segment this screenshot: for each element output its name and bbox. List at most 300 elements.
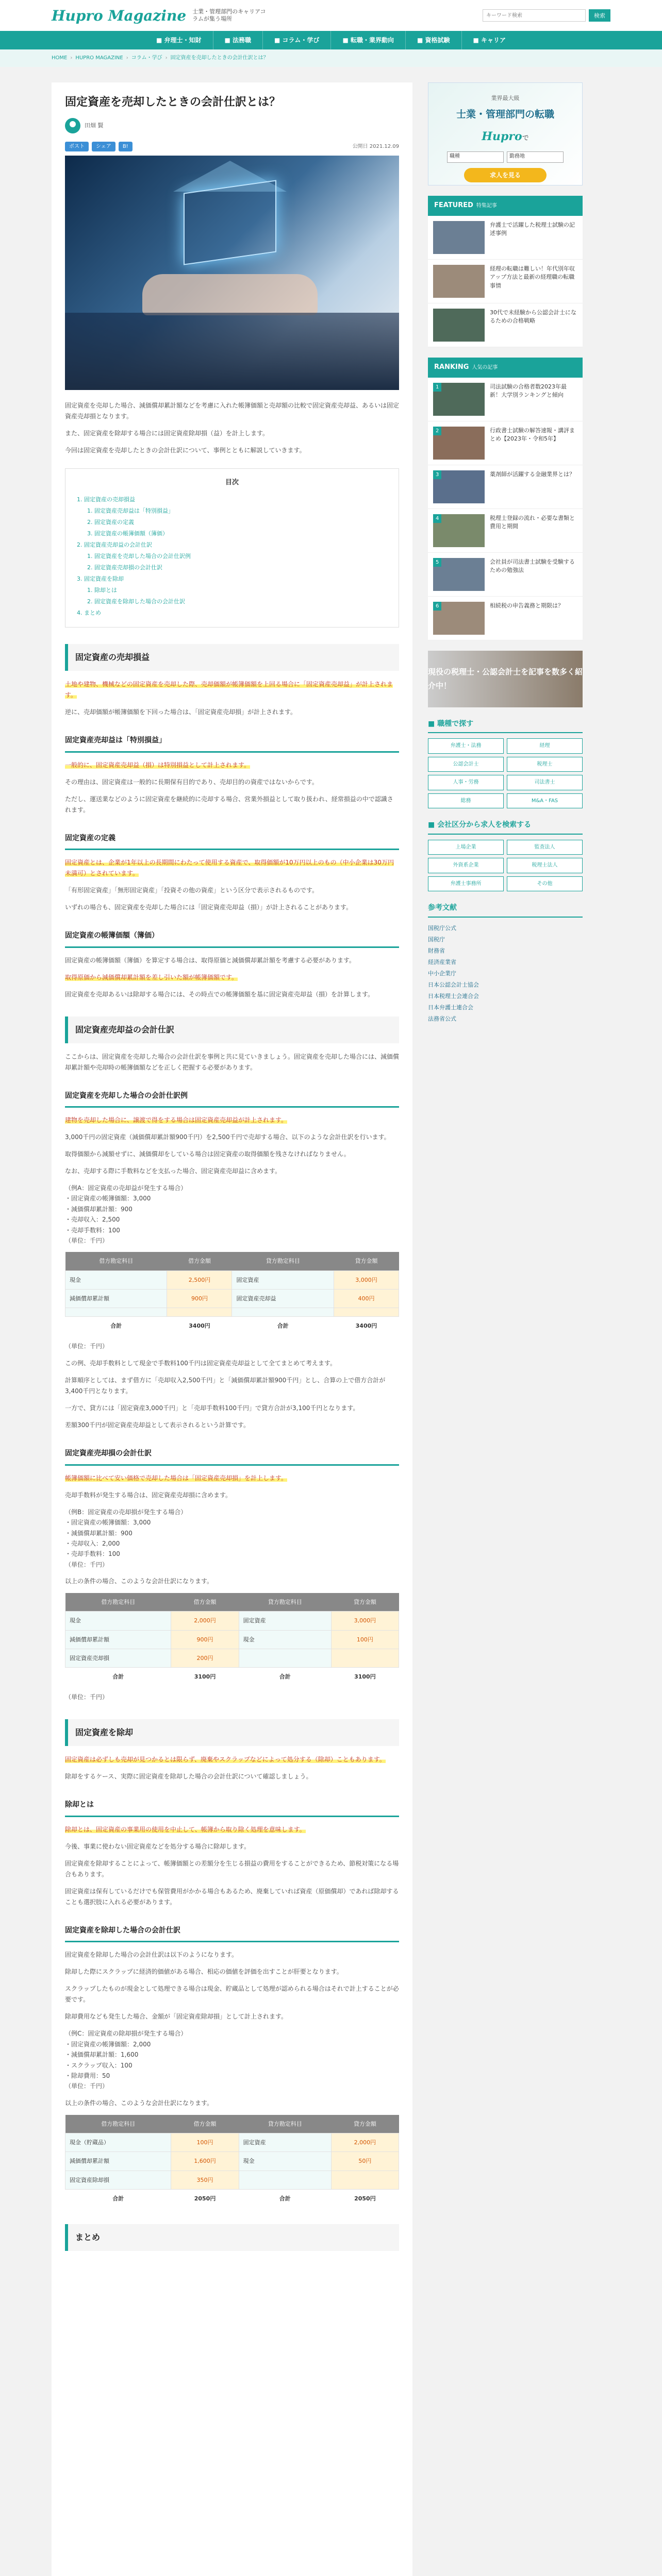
article-title-link[interactable]: 税理士登録の流れ・必要な書類と費用と期間 [490,514,575,530]
subsection-heading: 固定資産を除却した場合の会計仕訳 [65,1920,399,1943]
table-header-cell: 貸方金額 [334,1252,399,1270]
list-line: ・減価償却累計額：900 [65,1529,133,1537]
article-thumbnail [433,383,485,416]
ranking-article[interactable] [428,378,583,421]
breadcrumb-separator: › [126,55,128,61]
table-total-cell: 3100円 [194,1673,216,1681]
featured-article[interactable] [428,260,583,303]
table-cell: 2,500円 [167,1270,232,1289]
paragraph: 売却手数料が発生する場合は、固定資産売却損に含めます。 [65,1491,232,1499]
table-row [65,2171,399,2189]
corp-tag-button[interactable]: その他 [507,876,583,892]
table-header-cell: 貸方勘定科目 [232,1252,334,1270]
publish-date: 公開日 2021.12.09 [352,143,399,149]
article-title-link[interactable]: 弁護士で活躍した税理士試験の記述事例 [490,221,575,237]
table-cell [65,1308,167,1317]
nav-item[interactable] [330,31,405,49]
table-header-cell: 借方勘定科目 [65,1252,167,1270]
table-row [65,1270,399,1289]
highlight-text: 固定資産は必ずしも売却が見つかるとは限らず、廃棄やスクラップなどによって処分する（除却）こともあります。 [65,1756,386,1764]
breadcrumb [0,49,662,67]
ranking-list [428,378,583,640]
table-total-cell: 合計 [279,2195,291,2202]
paragraph: 除却をするケース、実際に固定資産を除却した場合の会計仕訳について確認しましょう。 [65,1773,312,1781]
table-cell [331,2171,399,2189]
paragraph: 「有形固定資産」「無形固定資産」「投資その他の資産」という区分で表示されるものです。 [65,887,319,894]
paragraph: 取得価額から減額せずに、減価償却をしている場合は固定資産の取得価額を残さなければなりません。 [65,1150,350,1158]
article-thumbnail [433,221,485,254]
job-tag-button[interactable]: 人事・労務 [428,775,504,790]
breadcrumb-separator: › [70,55,73,61]
recruit-logo: Hupro [482,129,522,143]
table-cell: 現金（貯蔵品） [65,2133,171,2152]
table-cell: 減価償却累計額 [65,1630,171,1649]
paragraph: 以上の条件の場合、このような会計仕訳になります。 [65,1578,213,1585]
table-total-cell: 3400円 [189,1323,210,1330]
article-title: 固定資産を売却したときの会計仕訳とは？ [65,96,281,109]
list-line: （例A：固定資産の売却益が発生する場合） [65,1184,187,1192]
table-cell: 2,000円 [171,1612,239,1630]
table-total-row [65,1668,399,1686]
corp-tag-button[interactable]: 外資系企業 [428,858,504,873]
featured-article[interactable] [428,303,583,347]
highlight-text: 一般的に、固定資産売却益（損）は特別損益として計上されます。 [65,761,251,769]
subsection-heading: 固定資産売却損の会計仕訳 [65,1443,399,1466]
toc-item[interactable]: 1. 固定資産の売却損益 [77,496,135,503]
toc-item[interactable]: 1. 固定資産売却益は「特別損益」 [87,507,174,515]
featured-subtitle: 特集記事 [476,203,497,209]
author-name[interactable]: 田畑 賢 [85,122,104,129]
article [52,82,412,2576]
corp-tag-button[interactable]: 税理士法人 [507,858,583,873]
table-header-cell: 貸方金額 [331,1593,399,1612]
recruit-label: 業界最大級 [491,95,520,101]
ref-list [428,923,583,1025]
sidebar [428,82,583,2576]
featured-block [428,196,583,347]
featured-list [428,216,583,347]
reference-link[interactable]: 経済産業省 [428,958,456,965]
job-tag-button[interactable]: 司法書士 [507,775,583,790]
content-area [0,67,662,2576]
table-header-cell: 借方金額 [167,1252,232,1270]
table-cell: 900円 [171,1630,239,1649]
subsection-heading: 固定資産を売却した場合の会計仕訳例 [65,1086,399,1108]
jobs-heading [428,718,583,734]
table-cell: 200円 [171,1649,239,1667]
table-total-cell: 合計 [277,1323,289,1330]
paragraph: その理由は、固定資産は一般的に長期保有目的であり、売却目的の資産ではないからです。 [65,778,318,786]
table-cell: 固定資産 [232,1270,334,1289]
share-facebook-button[interactable]: シェア [92,142,115,152]
intro-paragraph: 今回は固定資産を売却したときの会計仕訳について、事例とともに解説していきます。 [65,447,306,454]
table-header-cell: 貸方勘定科目 [239,1593,331,1612]
list-line: ・減価償却累計額：1,600 [65,2051,139,2059]
table-cell [167,1308,232,1317]
journal-table [65,1593,399,1686]
paragraph: いずれの場合も、固定資産を売却した場合には「固定資産売却益（損）」が計上されることがあります。 [65,904,353,911]
table-cell [232,1308,334,1317]
toc-item[interactable]: 2. 固定資産の定義 [87,519,134,526]
table-header-row [65,1593,399,1612]
paragraph [65,1115,399,1126]
subsection-heading: 固定資産売却益は「特別損益」 [65,730,399,753]
view-jobs-button[interactable]: 求人を見る [464,168,547,182]
table-row [65,1308,399,1317]
article-title-link[interactable]: 経理の転職は難しい！年代別年収アップ方法と最新の経理職の転職事情 [490,265,575,289]
paragraph: 今後、事業に使わない固定資産などを処分する場合に除却します。 [65,1842,251,1850]
toc-item[interactable]: 2. 固定資産売却損の会計仕訳 [87,564,162,571]
article-thumbnail [433,558,485,591]
corp-tag-button[interactable]: 弁護士事務所 [428,876,504,892]
corp-tag-button[interactable]: 監査法人 [507,840,583,855]
paragraph: 一方で、貸方には「固定資産3,000千円」と「売却手数料100千円」で貸方合計が3,100千円となります。 [65,1404,359,1412]
list-line: （単位：千円） [65,2082,109,2090]
table-cell: 固定資産除却損 [65,2171,171,2189]
table-total-cell: 2050円 [194,2195,216,2202]
highlight-text: 土地や建物、機械などの固定資産を売却した際、売却価額が帳簿価額を上回る場合に「固定資産売却益」が計上されます。 [65,681,393,699]
paragraph [65,1754,399,1765]
paragraph: 固定資産を除却した場合の会計仕訳は以下のようになります。 [65,1951,238,1959]
article-title-link[interactable]: 司法試験の合格者数2023年最新！大学別ランキングと傾向 [490,383,567,398]
toc-list [77,494,387,619]
nav-label: 転職・業界動向 [350,36,394,44]
table-cell: 400円 [334,1289,399,1308]
table-cell: 3,000円 [334,1270,399,1289]
paragraph: 固定資産を除却することによって、帳簿価額との差額分を生じる損益の費用をすることができるため、節税対策になる場合もあります。 [65,1859,399,1878]
table-cell: 固定資産売却損 [65,1649,171,1667]
table-total-cell: 合計 [112,1673,124,1681]
reference-link[interactable]: 日本税理士会連合会 [428,992,479,999]
reference-link[interactable]: 財務省 [428,947,445,954]
reference-link[interactable]: 国税庁公式 [428,924,456,931]
article-title-link[interactable]: 薬剤師が活躍する金融業界とは？ [490,470,575,478]
article-thumbnail [433,427,485,460]
paragraph: なお、売却する際に手数料などを支払った場合、固定資産売却益に含めます。 [65,1167,282,1175]
toc-item[interactable]: 1. 固定資産を売却した場合の会計仕訳例 [87,553,191,560]
list-line: ・減価償却累計額：900 [65,1205,133,1213]
global-nav [0,31,662,49]
paragraph: スクラップしたものが現金として処理できる場合は現金、貯蔵品として処理が認められる場合はそれで計上することが必要です。 [65,1985,399,2004]
recruit-fields [439,151,572,163]
nav-item[interactable] [213,31,263,49]
table-cell: 現金 [239,2152,331,2171]
paragraph: 除却費用なども発生した場合、金額が「固定資産除却損」として計上されます。 [65,2013,288,2021]
section-heading: まとめ [65,2224,399,2251]
table-cell: 350円 [171,2171,239,2189]
ranking-number: 3 [433,470,441,480]
table-total-row [65,1317,399,1335]
ranking-number: 5 [433,558,441,567]
hero-image [65,156,399,390]
table-cell [334,1308,399,1317]
table-of-contents [65,468,399,628]
table-cell: 現金 [65,1270,167,1289]
search-input[interactable] [483,9,586,22]
nav-label: キャリア [481,36,506,44]
nav-icon: ■ [342,36,351,44]
table-total-cell: 3100円 [354,1673,376,1681]
article-title-link[interactable]: 30代で未経験から公認会計士になるための合格戦略 [490,309,576,325]
recruit-banner [428,82,583,185]
paragraph: 固定資産の帳簿価額（簿価）を算定する場合は、取得原価と減価償却累計額を考慮する必要があります。 [65,956,356,964]
paragraph: 除却した際にスクラップに経済的価値がある場合、相応の価値を評価を出すことが肝要となります。 [65,1968,343,1976]
example-list [65,1183,399,1246]
highlight-text: 固定資産とは、企業が1年以上の長期間にわたって使用する資産で、取得価額が10万円以上のもの（中小企業は30万円未満可）とされています。 [65,859,394,877]
table-cell: 減価償却累計額 [65,1289,167,1308]
section-heading: 固定資産売却益の会計仕訳 [65,1016,399,1043]
ranking-article[interactable] [428,597,583,640]
corp-heading [428,819,583,835]
table-cell: 固定資産売却益 [232,1289,334,1308]
ranking-article[interactable] [428,553,583,597]
list-line: （例C：固定資産の除却損が発生する場合） [65,2030,187,2038]
toc-item[interactable]: 2. 固定資産売却益の会計仕訳 [77,541,152,549]
site-logo[interactable]: Hupro Magazine [52,7,187,24]
article-meta [65,142,399,152]
nav-item[interactable] [145,31,213,49]
reference-link[interactable]: 中小企業庁 [428,970,456,977]
job-tag-button[interactable]: 公認会計士 [428,757,504,772]
paragraph: 差額300千円が固定資産売却益として表示されるという計算です。 [65,1421,250,1429]
list-line: ・固定資産の帳簿価額：2,000 [65,2040,151,2048]
table-cell [331,1649,399,1667]
table-row [65,1612,399,1630]
table-row [65,2133,399,2152]
highlight-text: 建物を売却した場合に、譲渡で得をする場合は固定資産売却益が計上されます。 [65,1116,288,1124]
recruit-title: 士業・管理部門の転職 [456,109,554,121]
reference-link[interactable]: 法務省公式 [428,1015,456,1022]
job-type-select[interactable]: 職種 [447,151,504,163]
ranking-number: 6 [433,602,441,611]
list-line: （単位：千円） [65,1237,109,1244]
table-header-cell: 借方勘定科目 [65,2115,171,2133]
paragraph [65,857,399,879]
nav-label: 資格試験 [425,36,450,44]
table-cell: 現金 [239,1630,331,1649]
toc-item[interactable]: 1. 除却とは [87,587,117,594]
list-line: ・売却手数料：100 [65,1226,120,1234]
table-total-cell: 2050円 [354,2195,376,2202]
table-header-cell: 貸方勘定科目 [239,2115,331,2133]
highlight-text: 取得原価から減価償却累計額を差し引いた額が帳簿価額です。 [65,973,238,981]
paragraph [65,1824,399,1835]
paragraph: ここからは、固定資産を売却した場合の会計仕訳を事例と共に見ていきましょう。固定資産を売却した場合には、減価償却累計額や売却時の帳簿価額などを正しく把握する必要があります。 [65,1053,400,1071]
breadcrumb-item[interactable]: コラム・学び [131,55,162,61]
nav-label: 弁理士・知財 [164,36,202,44]
unit-note: （単位：千円） [65,1693,109,1701]
share-x-button[interactable]: ポスト [65,142,89,152]
table-cell [239,1649,331,1667]
table-row [65,1649,399,1667]
intro-paragraph: 固定資産を売却した場合、減価償却累計額などを考慮に入れた帳簿価額と売却額の比較で固定資産売却益、あるいは固定資産売却損となります。 [65,402,400,420]
nav-label: 法務職 [233,36,252,44]
list-line: ・固定資産の帳簿価額：3,000 [65,1195,151,1202]
ranking-subtitle: 人気の記事 [472,364,498,370]
article-title-link[interactable]: 相続税の申告義務と期限は？ [490,602,564,609]
jobs-title: 職種で探す [437,719,474,728]
ranking-article[interactable] [428,421,583,465]
table-header-cell: 借方金額 [171,1593,239,1612]
article-thumbnail [433,514,485,547]
table-total-cell: 合計 [279,1673,291,1681]
search-form [483,9,610,22]
table-total-cell: 合計 [110,1323,122,1330]
job-tag-button[interactable]: M&A・FAS [507,793,583,809]
highlight-text: 帳簿価額に比べて安い価格で売却した場合は「固定資産売却損」を計上します。 [65,1474,288,1482]
paragraph: 逆に、売却価額が帳簿価額を下回った場合は、「固定資産売却損」が計上されます。 [65,708,297,716]
avatar [65,118,80,133]
site-tagline: 士業・管理部門のキャリアコラムが集う場所 [192,8,266,22]
table-cell [239,2171,331,2189]
recruit-brand-suffix: で [522,134,529,142]
corp-tag-button[interactable]: 上場企業 [428,840,504,855]
nav-icon: ■ [156,36,164,44]
list-line: ・売却収入：2,000 [65,1540,120,1548]
table-header-row [65,1252,399,1270]
table-cell: 3,000円 [331,1612,399,1630]
ref-heading: 参考文献 [428,902,583,918]
briefcase-icon: ■ [428,719,438,728]
breadcrumb-current: 固定資産を売却したときの会計仕訳とは？ [170,55,269,61]
paragraph: ただし、運送業などのように固定資産を継続的に売却する場合、営業外損益として取り扱われ、経常損益の中で認識されます。 [65,795,393,814]
paragraph [65,1473,399,1484]
ranking-article[interactable] [428,509,583,553]
author-block [65,118,399,133]
example-list [65,2028,399,2091]
toc-item[interactable]: 3. 固定資産を除却 [77,575,124,583]
recruit-brand [439,127,572,147]
job-tag-button[interactable]: 総務 [428,793,504,809]
paragraph: 3,000千円の固定資産（減価償却累計額900千円）を2,500千円で売却する場合、以下のような会計仕訳を行います。 [65,1133,390,1141]
unit-note: （単位：千円） [65,1343,109,1350]
featured-article[interactable] [428,216,583,260]
nav-item[interactable] [262,31,330,49]
paragraph: 固定資産を売却あるいは除却する場合には、その時点での帳簿価額を基に固定資産売却益（損）を計算します。 [65,990,374,998]
article-thumbnail [433,309,485,342]
building-icon: ■ [428,821,438,829]
featured-header [428,196,583,216]
subsection-heading: 固定資産の帳簿価額（簿価） [65,925,399,948]
reference-link[interactable]: 日本公認会計士協会 [428,981,479,988]
job-tag-button[interactable]: 税理士 [507,757,583,772]
ad-banner[interactable]: 現役の税理士・公認会計士を記事を数多く紹介中！ [428,651,583,707]
nav-item[interactable] [461,31,518,49]
ranking-number: 4 [433,514,441,523]
toc-title: 目次 [225,479,239,487]
table-row [65,1630,399,1649]
article-title-link[interactable]: 行政書士試験の解答速報・講評まとめ【2023年・令和5年】 [490,427,575,442]
ranking-number: 2 [433,427,441,436]
table-header-row [65,2115,399,2133]
toc-item[interactable]: 3. 固定資産の帳簿価額（簿価） [87,530,168,537]
featured-title: FEATURED [434,201,473,209]
share-hatena-button[interactable]: B! [119,142,133,152]
table-cell: 100円 [331,1630,399,1649]
table-row [65,2152,399,2171]
reference-link[interactable]: 国税庁 [428,936,445,943]
paragraph: 計算順序としては、まず借方に「売却収入2,500千円」と「減価償却累計額900千円」とし、合算の上で借方合計が3,400千円となります。 [65,1377,386,1395]
corp-tags [428,840,583,892]
ranking-block [428,358,583,640]
table-cell: 1,600円 [171,2152,239,2171]
nav-item[interactable] [405,31,461,49]
list-line: （単位：千円） [65,1561,109,1568]
paragraph [65,679,399,701]
table-cell: 100円 [171,2133,239,2152]
nav-label: コラム・学び [282,36,320,44]
ranking-title: RANKING [434,363,469,371]
table-total-row [65,2189,399,2208]
subsection-heading: 固定資産の定義 [65,828,399,851]
hero-hand-shape [142,274,318,315]
table-cell: 減価償却累計額 [65,2152,171,2171]
intro-paragraph: また、固定資産を除却する場合には固定資産除却損（益）を計上します。 [65,430,269,437]
section-heading: 固定資産を除却 [65,1719,399,1746]
ranking-article[interactable] [428,465,583,509]
jobs-tags [428,738,583,808]
job-tag-button[interactable]: 弁護士・法務 [428,738,504,754]
table-header-cell: 借方金額 [171,2115,239,2133]
table-total-cell: 3400円 [355,1323,377,1330]
nav-icon: ■ [274,36,283,44]
highlight-text: 除却とは、固定資産の事業用の使用を中止して、帳簿から取り除く処理を意味します。 [65,1825,306,1833]
nav-icon: ■ [224,36,233,44]
table-cell: 900円 [167,1289,232,1308]
article-thumbnail [433,470,485,503]
site-header [0,0,662,31]
nav-icon: ■ [417,36,425,44]
toc-item[interactable]: 4. まとめ [77,609,101,617]
toc-item[interactable]: 2. 固定資産を除却した場合の会計仕訳 [87,598,185,605]
table-cell: 50円 [331,2152,399,2171]
reference-link[interactable]: 日本弁護士連合会 [428,1004,473,1011]
list-line: （例B：固定資産の売却損が発生する場合） [65,1508,187,1516]
breadcrumb-item[interactable]: HOME [52,55,68,61]
paragraph: 以上の条件の場合、このような会計仕訳になります。 [65,2099,213,2107]
subsection-heading: 除却とは [65,1794,399,1817]
corp-title: 会社区分から求人を検索する [437,821,532,829]
location-select[interactable]: 勤務地 [507,151,564,163]
list-line: ・除却費用：50 [65,2072,110,2080]
table-header-cell: 借方勘定科目 [65,1593,171,1612]
article-title-link[interactable]: 会社員が司法書士試験を受験するための勉強法 [490,558,575,573]
table-row [65,1289,399,1308]
job-tag-button[interactable]: 経理 [507,738,583,754]
journal-table [65,2115,399,2208]
table-total-cell: 合計 [112,2195,124,2202]
table-header-cell: 貸方金額 [331,2115,399,2133]
section-heading: 固定資産の売却損益 [65,644,399,671]
table-cell: 固定資産 [239,1612,331,1630]
breadcrumb-item[interactable]: HUPRO MAGAZINE [75,55,123,61]
search-button[interactable]: 検索 [589,9,610,22]
journal-table [65,1252,399,1335]
list-line: ・スクラップ収入：100 [65,2061,133,2069]
example-list [65,1507,399,1570]
paragraph [65,972,399,983]
hero-house-shape [184,180,276,265]
paragraph: この例、売却手数料として現金で手数料100千円は固定資産売却益として全てまとめて考えます。 [65,1360,336,1367]
list-line: ・固定資産の帳簿価額：3,000 [65,1519,151,1527]
list-line: ・売却手数料：100 [65,1550,120,1558]
paragraph [65,760,399,771]
table-cell: 固定資産 [239,2133,331,2152]
ranking-number: 1 [433,383,441,392]
list-line: ・売却収入：2,500 [65,1216,120,1224]
ranking-header [428,358,583,378]
article-thumbnail [433,265,485,298]
